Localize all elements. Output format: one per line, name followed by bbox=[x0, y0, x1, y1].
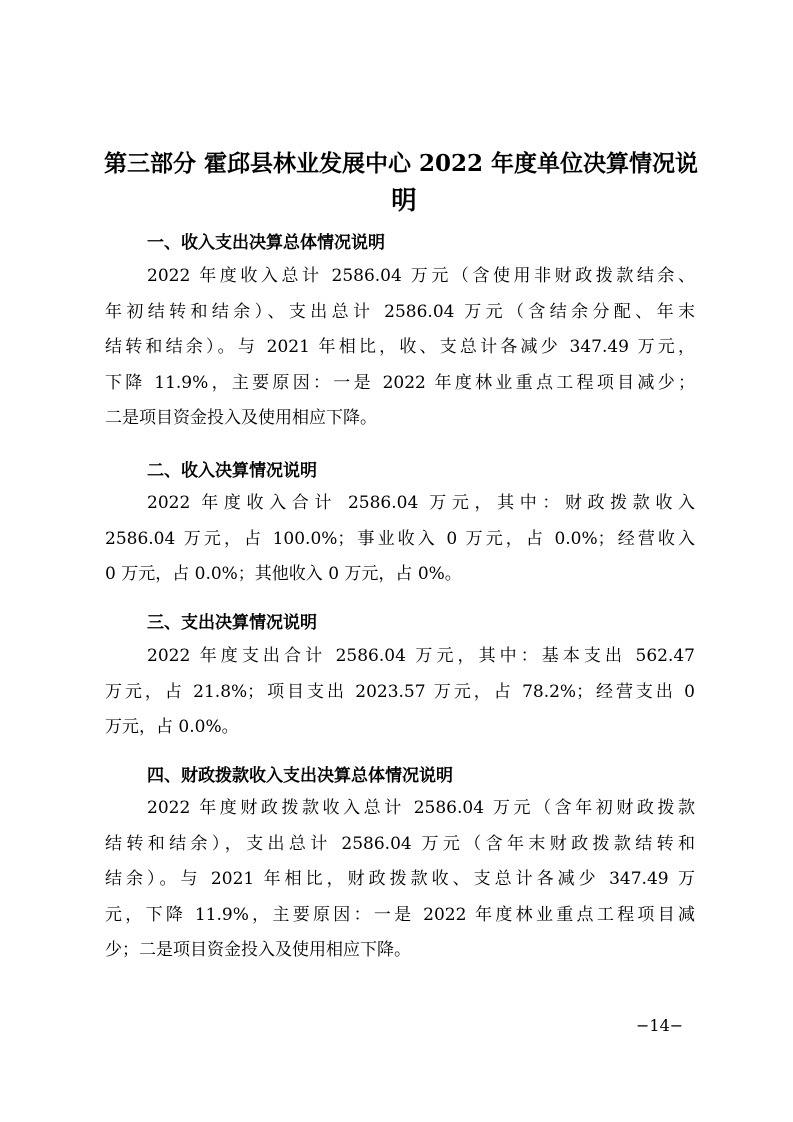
paragraph-line: 年初结转和结余）、支出总计 2586.04 万元（含结余分配、年末 bbox=[105, 301, 695, 322]
page-title bbox=[104, 146, 704, 218]
section-paragraph-1 bbox=[105, 259, 695, 437]
paragraph-line: 下降 11.9%，主要原因：一是 2022 年度林业重点工程项目减少； bbox=[105, 372, 695, 393]
paragraph-line: 万元，占 21.8%；项目支出 2023.57 万元，占 78.2%；经营支出 0 bbox=[105, 681, 695, 702]
section-heading-3: 三、支出决算情况说明 bbox=[147, 613, 317, 633]
section-heading-1: 一、收入支出决算总体情况说明 bbox=[147, 233, 385, 253]
section-paragraph-3 bbox=[105, 639, 695, 746]
section-heading-4: 四、财政拨款收入支出决算总体情况说明 bbox=[147, 766, 453, 786]
paragraph-line: 2022 年度财政拨款收入总计 2586.04 万元（含年初财政拨款 bbox=[147, 798, 695, 818]
paragraph-line: 2022 年度支出合计 2586.04 万元，其中：基本支出 562.47 bbox=[147, 646, 695, 666]
paragraph-line: 二是项目资金投入及使用相应下降。 bbox=[105, 408, 377, 428]
section-paragraph-2 bbox=[105, 486, 695, 593]
section-paragraph-4 bbox=[105, 791, 695, 969]
paragraph-line: 2586.04 万元，占 100.0%；事业收入 0 万元，占 0.0%；经营收入 bbox=[105, 528, 695, 549]
section-heading-2: 二、收入决算情况说明 bbox=[147, 461, 317, 481]
page-number: −14− bbox=[636, 1016, 684, 1035]
paragraph-line: 少；二是项目资金投入及使用相应下降。 bbox=[105, 940, 411, 960]
paragraph-line: 结转和结余）。与 2021 年相比，收、支总计各减少 347.49 万元， bbox=[105, 337, 695, 357]
paragraph-line: 结余）。与 2021 年相比，财政拨款收、支总计各减少 347.49 万 bbox=[105, 869, 695, 889]
paragraph-line: 结转和结余），支出总计 2586.04 万元（含年末财政拨款结转和 bbox=[105, 833, 695, 854]
paragraph-line: 万元，占 0.0%。 bbox=[105, 717, 239, 737]
paragraph-line: 2022 年度收入合计 2586.04 万元，其中：财政拨款收入 bbox=[147, 493, 695, 513]
title-line-2: 明 bbox=[391, 185, 417, 215]
paragraph-line: 0 万元，占 0.0%；其他收入 0 万元，占 0%。 bbox=[105, 564, 462, 584]
paragraph-line: 2022 年度收入总计 2586.04 万元（含使用非财政拨款结余、 bbox=[147, 266, 695, 286]
title-line-1: 第三部分 霍邱县林业发展中心 2022 年度单位决算情况说 bbox=[104, 150, 699, 177]
paragraph-line: 元，下降 11.9%，主要原因：一是 2022 年度林业重点工程项目减 bbox=[105, 904, 695, 925]
